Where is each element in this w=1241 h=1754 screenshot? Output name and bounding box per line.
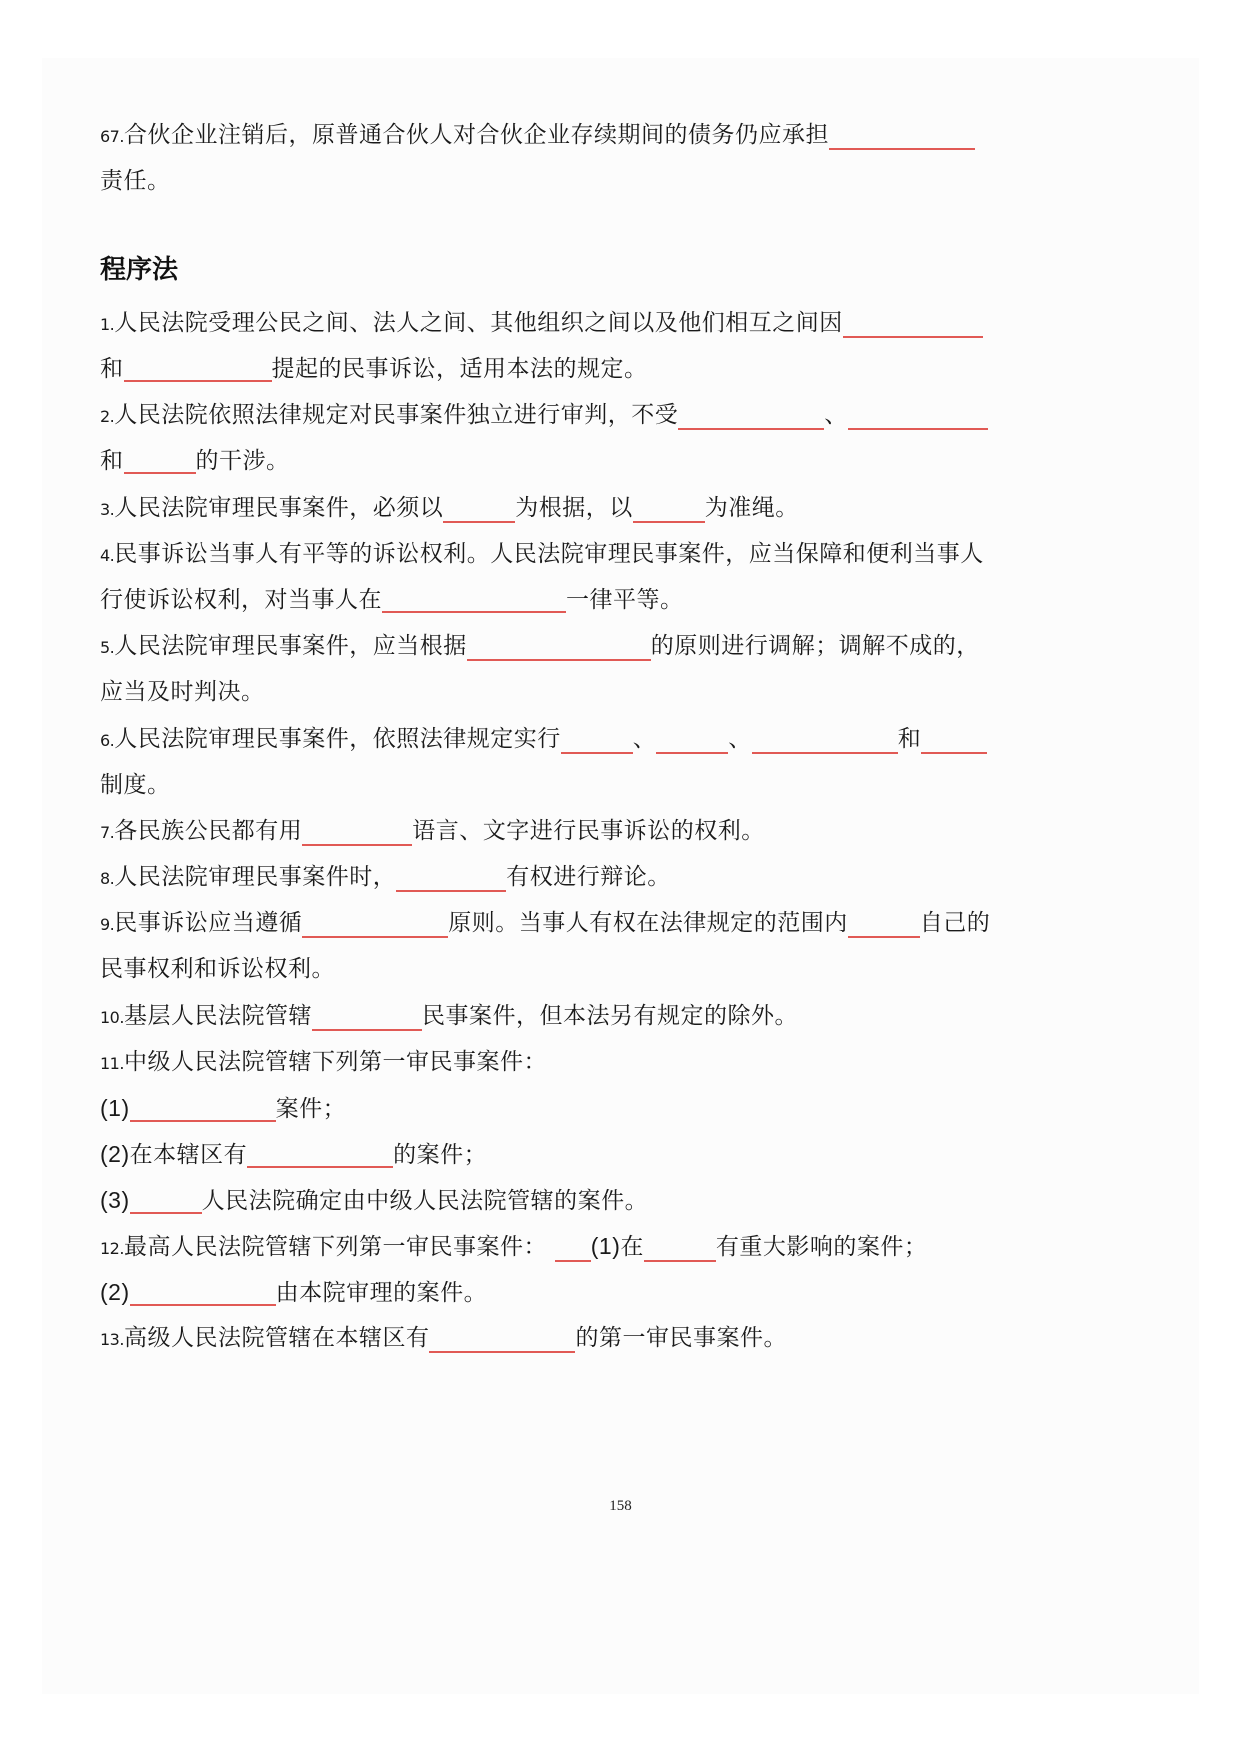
line-text: 和 — [100, 448, 124, 474]
line-text: 的案件； — [393, 1142, 488, 1168]
fill-in-blank[interactable] — [130, 1096, 276, 1122]
line-text: 由本院审理的案件。 — [275, 1280, 488, 1306]
line-text: 在 — [620, 1234, 644, 1260]
line-text: 各民族公民都有用 — [114, 818, 303, 844]
text-line — [100, 1091, 346, 1125]
line-text: 、 — [632, 726, 657, 752]
fill-in-blank[interactable] — [633, 497, 705, 523]
line-text: 人民法院依照法律规定对民事案件独立进行审判，不受 — [114, 402, 679, 428]
fill-in-blank[interactable] — [312, 1005, 422, 1031]
section-title: 程序法 — [100, 255, 179, 285]
line-text: 人民法院审理民事案件，应当根据 — [114, 633, 467, 659]
text-line — [100, 768, 171, 802]
text-line — [100, 352, 648, 386]
line-text: 在本辖区有 — [129, 1142, 248, 1168]
text-line — [100, 1229, 927, 1263]
line-text: 民事权利和诉讼权利。 — [100, 956, 335, 982]
text-line — [100, 398, 988, 432]
fill-in-blank[interactable] — [130, 1188, 202, 1214]
line-text: 人民法院审理民事案件，必须以 — [114, 495, 444, 521]
line-text: 合伙企业注销后，原普通合伙人对合伙企业存续期间的债务仍应承担 — [123, 122, 829, 148]
line-text: 行使诉讼权利，对当事人在 — [100, 587, 382, 613]
question-number: 2. — [100, 407, 115, 426]
line-text: 应当及时判决。 — [100, 679, 265, 705]
question-number: 10. — [100, 1008, 124, 1027]
fill-in-blank[interactable] — [396, 866, 506, 892]
line-text: 高级人民法院管辖在本辖区有 — [123, 1325, 430, 1351]
line-text: (2) — [100, 1141, 130, 1167]
line-text: 人民法院确定由中级人民法院管辖的案件。 — [201, 1188, 649, 1214]
line-text: 和 — [100, 356, 124, 382]
text-line — [100, 1275, 487, 1309]
text-line — [100, 1321, 787, 1355]
question-number: 67. — [100, 127, 124, 146]
text-line — [100, 537, 984, 571]
text-line — [100, 814, 765, 848]
page-number: 158 — [609, 1498, 632, 1514]
question-number: 5. — [100, 638, 115, 657]
text-line — [100, 164, 171, 198]
line-text: 有重大影响的案件； — [715, 1234, 928, 1260]
line-text: 的原则进行调解；调解不成的， — [650, 633, 980, 659]
question-number: 8. — [100, 869, 115, 888]
question-number: 4. — [100, 546, 115, 565]
line-text: 、 — [824, 402, 848, 428]
text-line — [100, 1045, 547, 1079]
fill-in-blank[interactable] — [302, 820, 412, 846]
line-text: 责任。 — [100, 168, 171, 194]
text-line — [100, 444, 290, 478]
line-text: 民事诉讼应当遵循 — [114, 910, 303, 936]
question-number: 12. — [100, 1239, 124, 1258]
line-text: 人民法院审理民事案件时， — [114, 864, 397, 890]
text-line — [100, 860, 671, 894]
fill-in-blank[interactable] — [644, 1236, 716, 1262]
fill-in-blank[interactable] — [848, 912, 920, 938]
fill-in-blank[interactable] — [429, 1327, 575, 1353]
fill-in-blank[interactable] — [467, 635, 651, 661]
line-text: 的第一审民事案件。 — [575, 1325, 787, 1351]
fill-in-blank[interactable] — [561, 728, 633, 754]
text-line — [100, 722, 987, 756]
line-text: 自己的 — [919, 910, 991, 936]
line-text: 民事案件，但本法另有规定的除外。 — [421, 1003, 798, 1029]
fill-in-blank[interactable] — [443, 497, 515, 523]
line-text: 中级人民法院管辖下列第一审民事案件： — [123, 1049, 547, 1075]
text-line — [100, 999, 798, 1033]
text-line — [100, 952, 335, 986]
fill-in-blank[interactable] — [124, 356, 272, 382]
fill-in-blank[interactable] — [678, 404, 824, 430]
text-line — [100, 629, 980, 663]
fill-in-blank[interactable] — [247, 1142, 393, 1168]
fill-in-blank[interactable] — [302, 912, 448, 938]
line-text: 为准绳。 — [704, 495, 799, 521]
line-text: 一律平等。 — [566, 587, 684, 613]
fill-in-blank[interactable] — [382, 587, 566, 613]
line-text: (3) — [100, 1187, 130, 1213]
text-line — [100, 118, 975, 152]
text-line — [100, 675, 265, 709]
text-line — [100, 1183, 648, 1217]
fill-in-blank[interactable] — [921, 728, 987, 754]
fill-in-blank[interactable] — [848, 404, 988, 430]
line-text: 案件； — [275, 1096, 347, 1122]
text-line — [100, 583, 684, 617]
question-number: 1. — [100, 315, 115, 334]
text-line — [100, 491, 799, 525]
question-number: 9. — [100, 915, 115, 934]
text-line — [100, 1137, 487, 1171]
fill-in-blank[interactable] — [555, 1236, 591, 1262]
fill-in-blank[interactable] — [656, 728, 728, 754]
line-text: 最高人民法院管辖下列第一审民事案件： — [123, 1234, 555, 1260]
line-text: (1) — [590, 1233, 621, 1259]
line-text: 民事诉讼当事人有平等的诉讼权利。人民法院审理民事案件，应当保障和便利当事人 — [114, 541, 984, 567]
line-text: 基层人民法院管辖 — [123, 1003, 312, 1029]
line-text: 提起的民事诉讼，适用本法的规定。 — [271, 356, 648, 382]
line-text: 、 — [728, 726, 752, 752]
fill-in-blank[interactable] — [829, 124, 975, 150]
line-text: 原则。当事人有权在法律规定的范围内 — [448, 910, 848, 936]
fill-in-blank[interactable] — [130, 1280, 276, 1306]
line-text: 为根据，以 — [515, 495, 633, 521]
fill-in-blank[interactable] — [843, 312, 983, 338]
line-text: 人民法院受理公民之间、法人之间、其他组织之间以及他们相互之间因 — [114, 310, 843, 336]
text-line — [100, 306, 983, 340]
line-text: 语言、文字进行民事诉讼的权利。 — [412, 818, 765, 844]
question-number: 11. — [100, 1054, 124, 1073]
fill-in-blank[interactable] — [752, 728, 898, 754]
text-line — [100, 906, 990, 940]
line-text: 制度。 — [100, 772, 171, 798]
line-text: (2) — [100, 1279, 130, 1305]
line-text: 的干涉。 — [195, 448, 290, 474]
question-number: 6. — [100, 731, 115, 750]
question-number: 13. — [100, 1330, 124, 1349]
line-text: (1) — [100, 1095, 130, 1121]
question-number: 7. — [100, 823, 115, 842]
fill-in-blank[interactable] — [124, 448, 196, 474]
line-text: 有权进行辩论。 — [506, 864, 671, 890]
line-text: 和 — [897, 726, 922, 752]
line-text: 人民法院审理民事案件，依照法律规定实行 — [114, 726, 561, 752]
question-number: 3. — [100, 500, 115, 519]
